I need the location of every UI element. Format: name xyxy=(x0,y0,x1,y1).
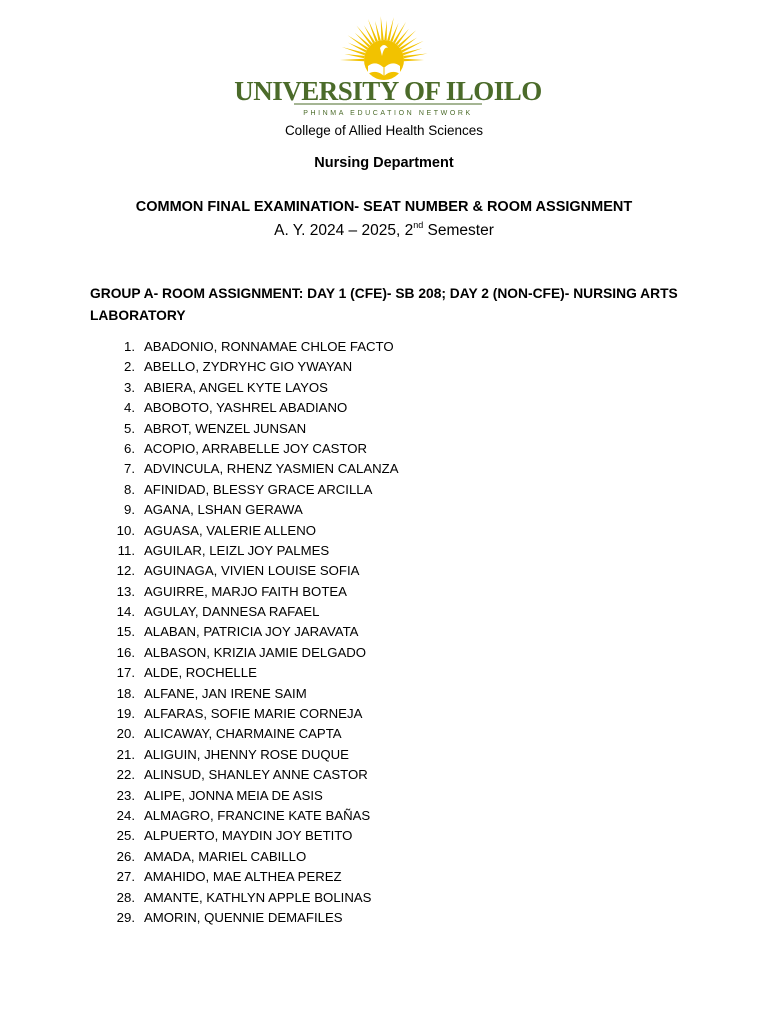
student-name: ALPUERTO, MAYDIN JOY BETITO xyxy=(144,828,353,844)
list-number: 9. xyxy=(124,502,135,518)
list-number: 20. xyxy=(116,726,135,742)
list-number: 2. xyxy=(124,359,135,375)
list-number: 8. xyxy=(124,481,135,497)
list-item xyxy=(90,643,399,663)
list-number: 17. xyxy=(116,665,135,681)
student-name: ABADONIO, RONNAMAE CHLOE FACTO xyxy=(144,339,394,354)
list-item xyxy=(90,847,399,867)
list-number: 3. xyxy=(124,379,135,395)
list-number: 21. xyxy=(116,746,135,762)
list-item xyxy=(90,622,399,642)
group-heading: GROUP A- ROOM ASSIGNMENT: DAY 1 (CFE)- SB 208; DAY 2 (NON-CFE)- NURSING ARTS LABORATORY xyxy=(90,286,678,323)
list-number: 28. xyxy=(116,889,135,905)
student-name: AMORIN, QUENNIE DEMAFILES xyxy=(144,909,343,925)
list-item xyxy=(90,541,399,561)
student-name: ADVINCULA, RHENZ YASMIEN CALANZA xyxy=(144,461,399,477)
student-name: ABIERA, ANGEL KYTE LAYOS xyxy=(144,379,328,395)
list-number: 11. xyxy=(117,542,135,558)
list-number: 7. xyxy=(124,461,135,477)
student-list xyxy=(90,337,399,928)
list-number: 4. xyxy=(124,400,135,416)
list-item xyxy=(90,419,399,439)
list-item xyxy=(90,378,399,398)
list-item xyxy=(90,337,399,357)
student-name: ALIGUIN, JHENNY ROSE DUQUE xyxy=(144,746,349,762)
list-number: 15. xyxy=(116,624,135,640)
student-name: AGUIRRE, MARJO FAITH BOTEA xyxy=(144,583,347,599)
list-number: 25. xyxy=(116,828,135,844)
logo-wordmark: UNIVERSITY OF ILOILO xyxy=(234,76,542,106)
list-number: 13. xyxy=(116,583,135,599)
list-number: 5. xyxy=(124,420,135,436)
student-name: AMAHIDO, MAE ALTHEA PEREZ xyxy=(144,869,342,885)
student-name: ALFARAS, SOFIE MARIE CORNEJA xyxy=(144,706,363,722)
student-name: ALINSUD, SHANLEY ANNE CASTOR xyxy=(144,767,368,783)
university-logo xyxy=(234,16,542,128)
list-item xyxy=(90,602,399,622)
student-name: ALFANE, JAN IRENE SAIM xyxy=(144,685,307,701)
list-item xyxy=(90,357,399,377)
student-name: ALBASON, KRIZIA JAMIE DELGADO xyxy=(144,644,367,660)
list-item xyxy=(90,398,399,418)
academic-year xyxy=(0,222,768,240)
document-title: COMMON FINAL EXAMINATION- SEAT NUMBER & ROOM ASSIGNMENT xyxy=(135,199,633,215)
list-item xyxy=(90,888,399,908)
list-number: 26. xyxy=(116,848,135,864)
list-number: 27. xyxy=(116,869,135,885)
list-item xyxy=(90,500,399,520)
student-name: AFINIDAD, BLESSY GRACE ARCILLA xyxy=(144,481,373,497)
student-name: ABROT, WENZEL JUNSAN xyxy=(144,420,307,436)
list-item xyxy=(90,745,399,765)
list-number: 6. xyxy=(124,440,135,456)
student-name: ALICAWAY, CHARMAINE CAPTA xyxy=(144,726,342,742)
list-item xyxy=(90,826,399,846)
list-number: 18. xyxy=(116,685,135,701)
college-name: College of Allied Health Sciences xyxy=(284,123,484,138)
student-name: ALDE, ROCHELLE xyxy=(144,665,257,681)
list-number: 10. xyxy=(116,522,135,538)
list-number: 24. xyxy=(116,807,135,823)
list-number: 29. xyxy=(116,909,135,925)
list-item xyxy=(90,908,399,928)
student-name: ABELLO, ZYDRYHC GIO YWAYAN xyxy=(144,359,353,375)
year-suffix: Semester xyxy=(423,222,494,239)
year-ordinal: nd xyxy=(413,220,424,230)
student-name: AGUINAGA, VIVIEN LOUISE SOFIA xyxy=(144,563,360,579)
student-name: ABOBOTO, YASHREL ABADIANO xyxy=(144,400,348,416)
list-item xyxy=(90,806,399,826)
student-name: AGULAY, DANNESA RAFAEL xyxy=(144,604,320,620)
list-item xyxy=(90,704,399,724)
list-item xyxy=(90,663,399,683)
list-number: 19. xyxy=(116,706,135,722)
list-number: 16. xyxy=(116,644,135,660)
list-item xyxy=(90,765,399,785)
logo-tagline: PHINMA EDUCATION NETWORK xyxy=(303,110,473,117)
list-item xyxy=(90,521,399,541)
list-number: 12. xyxy=(116,563,135,579)
list-item xyxy=(90,561,399,581)
student-name: AMADA, MARIEL CABILLO xyxy=(144,848,307,864)
student-name: ACOPIO, ARRABELLE JOY CASTOR xyxy=(144,440,368,456)
student-name: ALMAGRO, FRANCINE KATE BAÑAS xyxy=(144,807,371,823)
student-name: AGANA, LSHAN GERAWA xyxy=(144,502,303,518)
list-item xyxy=(90,724,399,744)
list-number: 22. xyxy=(116,767,135,783)
department-name: Nursing Department xyxy=(314,155,454,171)
list-number: 23. xyxy=(116,787,135,803)
year-prefix: A. Y. 2024 – 2025, 2 xyxy=(274,222,414,239)
list-item xyxy=(90,582,399,602)
student-name: ALIPE, JONNA MEIA DE ASIS xyxy=(144,787,323,803)
student-name: AMANTE, KATHLYN APPLE BOLINAS xyxy=(144,889,372,905)
list-item xyxy=(90,439,399,459)
sun-book-emblem xyxy=(234,16,542,128)
list-item xyxy=(90,786,399,806)
list-number: 14. xyxy=(116,604,135,620)
list-item xyxy=(90,684,399,704)
list-number: 1. xyxy=(124,339,135,354)
list-item xyxy=(90,480,399,500)
list-item xyxy=(90,459,399,479)
student-name: AGUILAR, LEIZL JOY PALMES xyxy=(144,542,330,558)
list-item xyxy=(90,867,399,887)
student-name: ALABAN, PATRICIA JOY JARAVATA xyxy=(144,624,359,640)
student-name: AGUASA, VALERIE ALLENO xyxy=(144,522,316,538)
